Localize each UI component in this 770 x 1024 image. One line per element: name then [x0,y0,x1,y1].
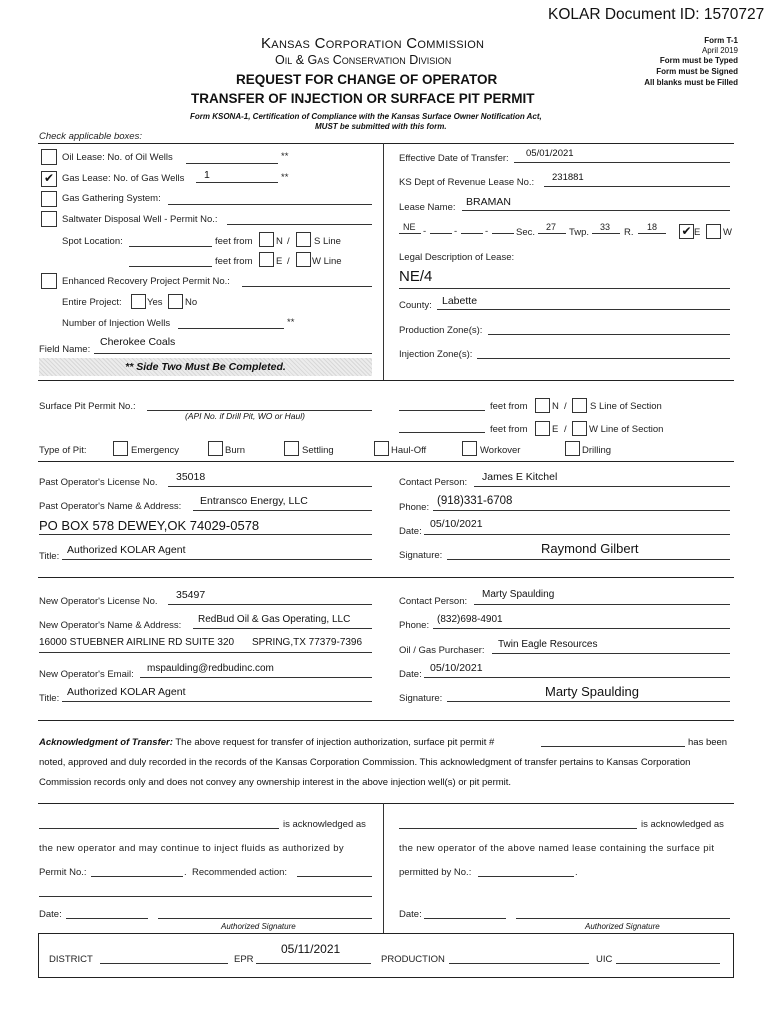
county-label: County: [399,300,432,311]
new-purchaser-field[interactable] [492,653,730,654]
form-note-signed: Form must be Signed [656,67,738,76]
new-title-label: Title: [39,693,60,704]
past-signature-label: Signature: [399,550,443,561]
spot-ns-feet-field[interactable] [129,246,212,247]
routing-district-label: DISTRICT [49,954,93,965]
ack-has-been: has been [688,737,728,748]
pit-ns-slash: / [564,401,567,412]
new-email-field[interactable] [140,677,372,678]
section-divider-new [38,577,734,578]
ack-left-permit-label: Permit No.: [39,867,87,878]
routing-uic-field[interactable] [616,963,720,964]
api-note: (API No. if Drill Pit, WO or Haul) [185,411,305,421]
pit-type-label: Type of Pit: [39,445,87,456]
ack-column-divider [383,803,384,933]
form-subtitle-line1: Form KSONA-1, Certification of Compliance with the Kansas Surface Owner Notification Act, [190,112,542,121]
ack-right-permitted-dot: . [575,867,578,878]
new-email-label: New Operator's Email: [39,669,134,680]
new-signature-field[interactable] [447,701,730,702]
ack-left-auth-signature: Authorized Signature [221,922,296,931]
form-title-line2: TRANSFER OF INJECTION OR SURFACE PIT PERMIT [191,91,535,106]
routing-uic-label: UIC [596,954,613,965]
pit-haul-off-checkbox[interactable] [374,441,389,456]
field-name-field[interactable] [94,353,372,354]
past-phone-value: (918)331-6708 [437,495,513,507]
agency-name: Kansas Corporation Commission [261,35,485,52]
ks-dept-lease-label: KS Dept of Revenue Lease No.: [399,177,535,188]
num-injection-wells-field[interactable] [178,328,284,329]
ack-left-operator-field[interactable] [39,828,279,829]
pit-drilling-label: Drilling [582,445,612,456]
past-date-value: 05/10/2021 [430,518,483,530]
ack-right-permitted-by-label: permitted by No.: [399,867,472,878]
lease-name-label: Lease Name: [399,202,456,213]
ack-left-acknowledged: is acknowledged as [283,819,366,830]
past-address-value: PO BOX 578 DEWEY,OK 74029-0578 [39,518,260,533]
pit-haul-off-label: Haul-Off [391,445,427,456]
new-date-label: Date: [399,669,422,680]
gas-gathering-label: Gas Gathering System: [62,193,161,204]
ack-line2: noted, approved and duly recorded in the records of the Kansas Corporation Commission. This acknowledgment of transfer pertains to Kansas Corporation [39,757,691,768]
past-license-field[interactable] [168,486,372,487]
swd-permit-field[interactable] [227,224,372,225]
spot-feet-from-ew: feet from [215,256,253,267]
entire-project-yes-label: Yes [147,297,163,308]
section-divider-pit [38,380,734,381]
past-phone-field[interactable] [433,510,730,511]
county-value: Labette [442,295,478,307]
spot-ew-slash: / [287,256,290,267]
pit-e-label: E [552,424,559,435]
range-label: R. [624,227,634,238]
effective-date-field[interactable] [514,162,730,163]
oil-wells-field[interactable] [186,163,278,164]
oil-wells-stars: ** [281,151,289,162]
pit-w-checkbox[interactable] [572,421,587,436]
new-license-label: New Operator's License No. [39,596,158,607]
erp-label: Enhanced Recovery Project Permit No.: [62,276,230,287]
surface-pit-label: Surface Pit Permit No.: [39,401,136,412]
ks-dept-lease-value: 231881 [552,172,584,183]
past-phone-label: Phone: [399,502,430,513]
production-zone-field[interactable] [488,334,730,335]
ack-line1 [39,737,494,748]
new-address-street: 16000 STUEBNER AIRLINE RD SUITE 320 [39,637,235,648]
gas-gathering-checkbox[interactable] [41,191,57,207]
new-contact-field[interactable] [474,604,730,605]
pit-workover-label: Workover [480,445,521,456]
pit-ew-feet-field[interactable] [399,432,485,433]
ack-left-date-field[interactable] [66,918,148,919]
ack-left-permit-field[interactable] [91,876,183,877]
new-phone-value: (832)698-4901 [437,614,503,625]
new-name-label: New Operator's Name & Address: [39,620,182,631]
pit-emergency-label: Emergency [131,445,180,456]
ack-right-acknowledged: is acknowledged as [641,819,724,830]
pit-w-line-label: W Line of Section [589,424,664,435]
twp-field[interactable] [592,233,620,234]
spot-feet-from-ns: feet from [215,236,253,247]
form-subtitle-line2: MUST be submitted with this form. [315,122,447,131]
routing-production-field[interactable] [449,963,589,964]
side-two-banner: ** Side Two Must Be Completed. [39,358,372,376]
range-value: 18 [647,222,658,232]
ack-text1: The above request for transfer of injection authorization, surface pit permit # [175,737,495,748]
injection-zone-label: Injection Zone(s): [399,349,473,360]
gas-wells-value: 1 [204,169,210,181]
num-injection-wells-label: Number of Injection Wells [62,318,171,329]
lease-name-field[interactable] [462,210,730,211]
new-purchaser-value: Twin Eagle Resources [498,639,598,650]
new-title-field[interactable] [62,701,372,702]
section-divider-past [38,461,734,462]
gas-wells-stars: ** [281,172,289,183]
county-field[interactable] [437,309,730,310]
section-divider-top [38,143,734,144]
new-email-value: mspaulding@redbudinc.com [147,663,274,674]
range-w-checkbox[interactable] [706,224,721,239]
kolar-document-id: KOLAR Document ID: 1570727 [548,6,765,23]
legal-description-label: Legal Description of Lease: [399,252,515,263]
sec-field[interactable] [538,233,566,234]
quarter-dash2: - [454,226,458,237]
gas-lease-checkbox[interactable]: ✔ [41,171,57,187]
past-name-field[interactable] [193,510,372,511]
section-divider-ack [38,720,734,721]
ack-right-date-label: Date: [399,909,422,920]
pit-settling-label: Settling [302,445,334,456]
new-signature-label: Signature: [399,693,443,704]
range-e-checkbox[interactable]: ✔ [679,224,694,239]
check-boxes-label: Check applicable boxes: [39,131,142,142]
new-name-value: RedBud Oil & Gas Operating, LLC [198,614,351,625]
quarter1-field[interactable] [399,233,421,234]
swd-label: Saltwater Disposal Well - Permit No.: [62,214,218,225]
past-contact-label: Contact Person: [399,477,468,488]
pit-s-checkbox[interactable] [572,398,587,413]
field-name-label: Field Name: [39,344,91,355]
legal-description-value: NE/4 [399,268,433,285]
gas-lease-label: Gas Lease: No. of Gas Wells [62,173,185,184]
quarter3-field[interactable] [461,233,483,234]
pit-settling-checkbox[interactable] [284,441,299,456]
pit-emergency-checkbox[interactable] [113,441,128,456]
production-zone-label: Production Zone(s): [399,325,483,336]
new-name-field[interactable] [193,628,372,629]
range-e-label: E [694,227,701,238]
ack-right-operator-field[interactable] [399,828,637,829]
pit-ew-slash: / [564,424,567,435]
past-date-label: Date: [399,526,422,537]
pit-burn-checkbox[interactable] [208,441,223,456]
ack-line3: Commission records only and does not convey any ownership interest in the above injection well(s) or pit permit. [39,777,512,788]
spot-w-line-label: W Line [312,256,342,267]
ack-right-permitted-by-field[interactable] [478,876,574,877]
range-field[interactable] [638,233,666,234]
spot-s-line-label: S Line [314,236,341,247]
pit-workover-checkbox[interactable] [462,441,477,456]
pit-drilling-checkbox[interactable] [565,441,580,456]
entire-project-label: Entire Project: [62,297,122,308]
pit-feet-from-ns: feet from [490,401,528,412]
ks-dept-lease-field[interactable] [544,186,730,187]
num-injection-wells-stars: ** [287,317,295,328]
pit-e-checkbox[interactable] [535,421,550,436]
spot-location-label: Spot Location: [62,236,123,247]
gas-gathering-field[interactable] [168,204,372,205]
quarter-dash3: - [485,226,489,237]
spot-ew-feet-field[interactable] [129,266,212,267]
past-license-label: Past Operator's License No. [39,477,158,488]
swd-checkbox[interactable] [41,211,57,227]
injection-zone-field[interactable] [477,358,730,359]
pit-ns-feet-field[interactable] [399,410,485,411]
past-contact-value: James E Kitchel [482,471,558,483]
oil-lease-label: Oil Lease: No. of Oil Wells [62,152,173,163]
past-name-label: Past Operator's Name & Address: [39,501,182,512]
new-address-city: SPRING,TX 77379-7396 [252,637,363,648]
spot-ns-slash: / [287,236,290,247]
ack-left-extra-field[interactable] [39,896,372,897]
routing-district-field[interactable] [100,963,228,964]
ack-right-auth-signature: Authorized Signature [585,922,660,931]
sec-label: Sec. [516,227,536,238]
routing-epr-value: 05/11/2021 [281,942,341,956]
quarter2-field[interactable] [430,233,452,234]
entire-project-no-checkbox[interactable] [168,294,183,309]
gas-wells-field[interactable] [196,182,278,183]
section-divider-ack-forms [38,803,734,804]
new-signature-value: Marty Spaulding [545,684,639,699]
division-name: Oil & Gas Conservation Division [275,53,452,67]
effective-date-value: 05/01/2021 [526,148,574,159]
pit-n-label: N [552,401,559,412]
new-license-value: 35497 [176,589,206,601]
ack-left-recommended-label: Recommended action: [192,867,288,878]
new-contact-value: Marty Spaulding [482,589,555,600]
ack-lead: Acknowledgment of Transfer: [39,737,173,748]
pit-s-line-label: S Line of Section [590,401,662,412]
routing-epr-field[interactable] [256,963,371,964]
quarter4-field[interactable] [492,233,514,234]
erp-checkbox[interactable] [41,273,57,289]
past-date-field[interactable] [424,534,730,535]
ack-right-date-field[interactable] [424,918,506,919]
ack-left-recommended-field[interactable] [297,876,372,877]
spot-n-label: N [276,236,283,247]
new-contact-label: Contact Person: [399,596,468,607]
effective-date-label: Effective Date of Transfer: [399,153,509,164]
past-license-value: 35018 [176,471,206,483]
ack-left-permit-dot: . [184,867,187,878]
pit-feet-from-ew: feet from [490,424,528,435]
spot-w-checkbox[interactable] [296,252,311,267]
form-note-typed: Form must be Typed [659,56,738,65]
past-title-label: Title: [39,551,60,562]
form-number: Form T-1 [704,36,738,45]
routing-production-label: PRODUCTION [381,954,445,965]
new-license-field[interactable] [168,604,372,605]
spot-n-checkbox[interactable] [259,232,274,247]
past-signature-value: Raymond Gilbert [541,541,639,556]
twp-label: Twp. [569,227,590,238]
ack-left-operator-text: the new operator and may continue to inject fluids as authorized by [39,843,344,854]
new-purchaser-label: Oil / Gas Purchaser: [399,645,485,656]
erp-permit-field[interactable] [242,286,372,287]
new-date-value: 05/10/2021 [430,662,483,674]
past-title-value: Authorized KOLAR Agent [67,544,186,556]
column-divider [383,143,384,380]
pit-n-checkbox[interactable] [535,398,550,413]
ack-pit-permit-field[interactable] [541,746,685,747]
past-address-field[interactable] [39,534,372,535]
form-title-line1: REQUEST FOR CHANGE OF OPERATOR [236,72,498,87]
entire-project-no-label: No [185,297,198,308]
new-address-field[interactable] [39,652,372,653]
pit-burn-label: Burn [225,445,246,456]
new-phone-label: Phone: [399,620,430,631]
legal-description-field[interactable] [399,288,730,289]
routing-epr-label: EPR [234,954,254,965]
ack-left-signature-field[interactable] [158,918,372,919]
form-date: April 2019 [701,46,738,55]
ack-left-date-label: Date: [39,909,62,920]
spot-s-checkbox[interactable] [296,232,311,247]
twp-value: 33 [600,222,611,232]
past-signature-field[interactable] [447,559,730,560]
form-note-filled: All blanks must be Filled [644,78,738,87]
new-title-value: Authorized KOLAR Agent [67,686,186,698]
past-title-field[interactable] [62,559,372,560]
new-phone-field[interactable] [433,628,730,629]
entire-project-yes-checkbox[interactable] [131,294,146,309]
spot-e-checkbox[interactable] [259,252,274,267]
sec-value: 27 [546,222,557,232]
quarter-dash1: - [423,226,427,237]
quarter1-value: NE [403,222,416,232]
range-w-label: W [723,227,732,238]
field-name-value: Cherokee Coals [100,336,176,348]
new-date-field[interactable] [424,677,730,678]
ack-right-operator-text: the new operator of the above named lease containing the surface pit [399,843,715,854]
lease-name-value: BRAMAN [466,196,511,208]
past-name-value: Entransco Energy, LLC [200,495,308,507]
ack-right-signature-field[interactable] [516,918,730,919]
past-contact-field[interactable] [474,486,730,487]
oil-lease-checkbox[interactable] [41,149,57,165]
spot-e-label: E [276,256,283,267]
